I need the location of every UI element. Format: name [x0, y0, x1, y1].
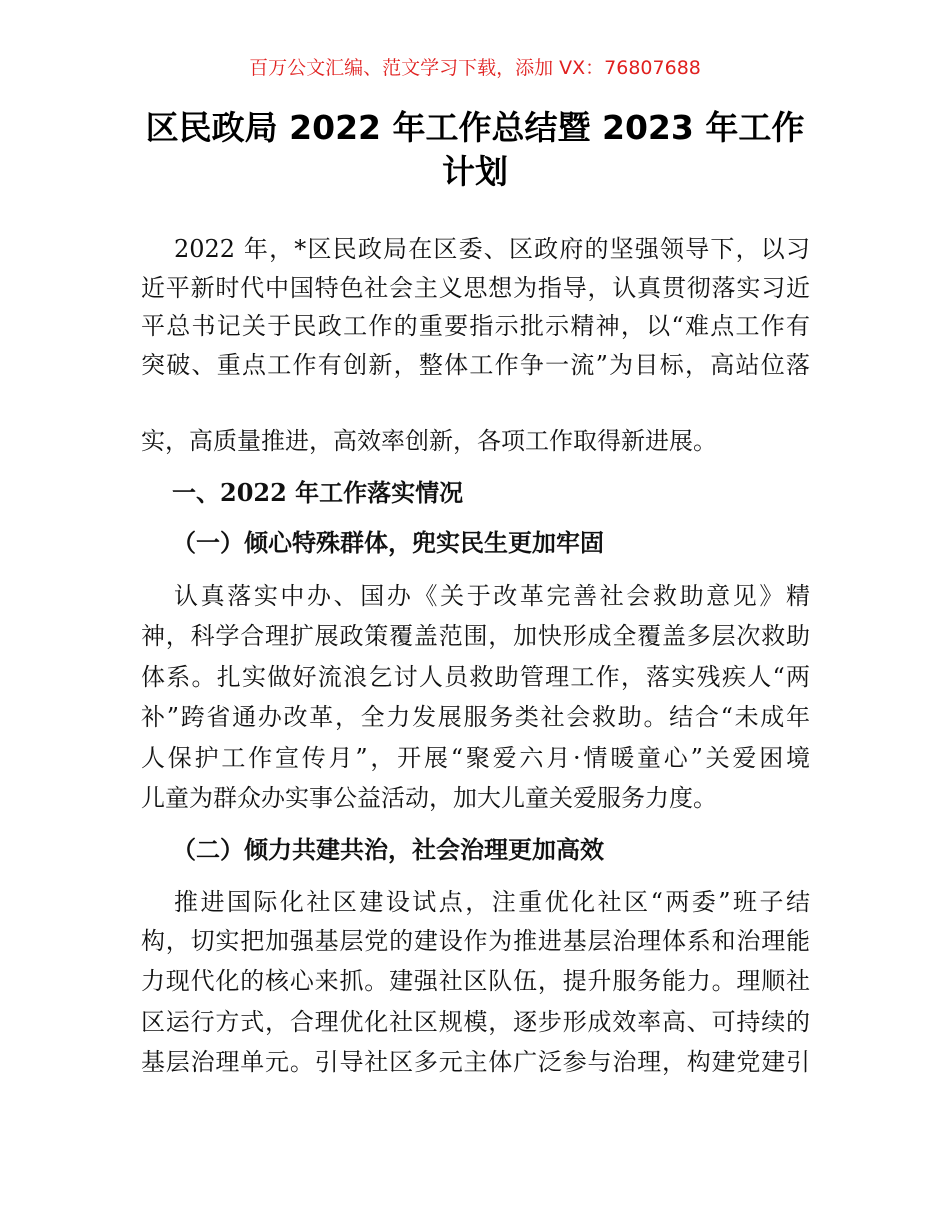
subsection-heading: （二）倾力共建共治，社会治理更加高效 — [172, 835, 604, 864]
watermark-banner: 百万公文汇编、范文学习下载，添加 VX：76807688 — [249, 57, 701, 79]
subsection-heading: （一）倾心特殊群体，兜实民生更加牢固 — [172, 528, 604, 557]
text-line: 推进国际化社区建设试点，注重优化社区“两委”班子结 — [174, 888, 810, 916]
document-title-line2: 计划 — [442, 152, 508, 191]
document-title-line1: 区民政局 2022 年工作总结暨 2023 年工作 — [145, 108, 805, 147]
text-line: 力现代化的核心来抓。建强社区队伍，提升服务能力。理顺社 — [141, 967, 810, 995]
text-line: 神，科学合理扩展政策覆盖范围，加快形成全覆盖多层次救助 — [141, 622, 810, 650]
text-line: 构，切实把加强基层党的建设作为推进基层治理体系和治理能 — [141, 927, 810, 955]
text-line: 平总书记关于民政工作的重要指示批示精神，以“难点工作有 — [141, 312, 810, 340]
text-line: 突破、重点工作有创新，整体工作争一流”为目标，高站位落 — [141, 351, 810, 379]
text-line: 2022 年，*区民政局在区委、区政府的坚强领导下，以习 — [174, 235, 810, 263]
text-line: 认真落实中办、国办《关于改革完善社会救助意见》精 — [174, 582, 810, 610]
text-line: 儿童为群众办实事公益活动，加大儿童关爱服务力度。 — [141, 784, 717, 812]
text-line: 补”跨省通办改革，全力发展服务类社会救助。结合“未成年 — [141, 703, 810, 731]
section-heading: 一、2022 年工作落实情况 — [172, 478, 464, 507]
text-line: 体系。扎实做好流浪乞讨人员救助管理工作，落实残疾人“两 — [141, 663, 810, 691]
text-line: 实，高质量推进，高效率创新，各项工作取得新进展。 — [141, 427, 717, 455]
text-line: 基层治理单元。引导社区多元主体广泛参与治理，构建党建引 — [141, 1048, 810, 1076]
text-line: 近平新时代中国特色社会主义思想为指导，认真贯彻落实习近 — [141, 274, 810, 302]
text-line: 区运行方式，合理优化社区规模，逐步形成效率高、可持续的 — [141, 1008, 810, 1036]
text-line: 人保护工作宣传月”，开展“聚爱六月·情暖童心”关爱困境 — [141, 744, 810, 772]
